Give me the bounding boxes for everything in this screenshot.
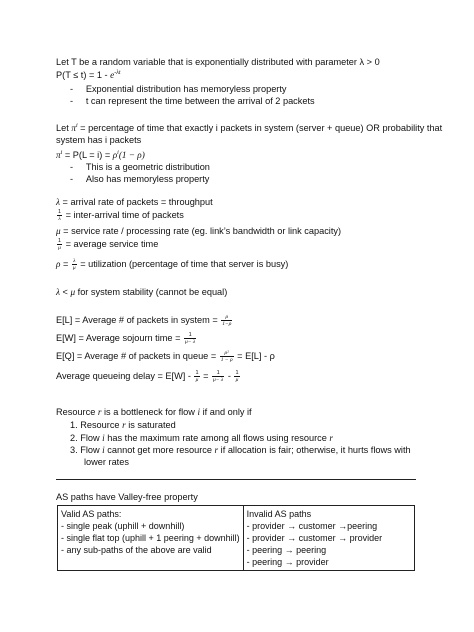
pi-index: i <box>60 149 63 156</box>
bn-item-text: if allocation is fair; otherwise, it hurts flows with <box>218 445 411 455</box>
metric-queue-delay <box>56 370 241 383</box>
frac-den: μ− λ <box>185 339 196 345</box>
as-paths-title: AS paths have Valley-free property <box>56 492 198 502</box>
frac-num: 1 <box>195 370 199 376</box>
exp-cdf-exp: -λt <box>114 69 121 76</box>
frac-num: 1 <box>184 332 196 339</box>
lt-sign: < <box>59 287 71 297</box>
bn-item3-cont: lower rates <box>84 457 129 467</box>
as-paths-table <box>57 505 415 571</box>
frac-den: μ <box>72 265 76 271</box>
def-service-text: = service rate / processing rate (eg. link’s bandwidth or link capacity) <box>60 226 342 236</box>
fraction <box>184 332 196 345</box>
queue-bullet-2: Also has memoryless property <box>85 174 210 184</box>
frac-den: μ− λ <box>213 377 224 383</box>
lambda-symbol: λ <box>56 197 60 207</box>
metric-ew-text: E[W] = Average sojourn time = <box>56 332 183 343</box>
exp-bullet-1: Exponential distribution has memoryless property <box>85 84 287 94</box>
bottleneck-def <box>56 407 252 418</box>
resource-var: r <box>122 420 126 430</box>
queue-formula-mid: = P(L = i) = <box>62 150 113 160</box>
frac-den: μ <box>195 377 199 383</box>
metric-eq-text: E[Q] = Average # of packets in queue = <box>56 350 219 361</box>
frac-den: 1 − ρ <box>220 357 233 363</box>
def-avg-text: = average service time <box>63 238 159 249</box>
rho-symbol: ρ <box>112 150 118 160</box>
pi-index: i <box>75 122 78 129</box>
mu-symbol: μ <box>70 287 76 297</box>
queue-def-line2: system has i packets <box>56 135 142 145</box>
valid-item: - single peak (uphill + downhill) <box>61 521 185 531</box>
frac-den: 1−ρ <box>222 321 232 327</box>
metric-aq-text: Average queueing delay = E[W] - <box>56 370 194 381</box>
list-item: - t can represent the time between the arrival of 2 packets <box>70 96 315 106</box>
resource-var: r <box>97 407 102 417</box>
bn-text: is a bottleneck for flow <box>101 407 198 417</box>
bn-item-text: cannot get more resource <box>104 445 215 455</box>
list-item: - This is a geometric distribution <box>70 162 210 172</box>
exp-intro: Let T be a random variable that is exponentially distributed with parameter λ > 0 <box>56 57 380 67</box>
frac-den: μ <box>58 245 61 251</box>
frac-num: ρ² <box>220 350 234 357</box>
frac-num: 1 <box>58 209 62 215</box>
exp-cdf <box>56 70 120 81</box>
pi-symbol: π <box>71 123 76 133</box>
metric-el-text: E[L] = Average # of packets in system = <box>56 314 221 325</box>
list-item <box>70 445 411 456</box>
fraction <box>220 350 234 363</box>
valid-item: - single flat top (uphill + 1 peering + downhill) <box>61 533 240 543</box>
bn-item-text: 2. Flow <box>70 433 103 443</box>
invalid-item: - provider → customer → provider <box>246 533 383 543</box>
bn-text: if and only if <box>200 407 252 417</box>
queue-formula-end: (1 − ρ) <box>118 150 145 160</box>
def-avg-service <box>56 238 158 251</box>
bn-text: Resource <box>56 407 98 417</box>
pi-symbol: π <box>56 150 61 160</box>
valid-paths-cell <box>58 506 244 571</box>
queue-bullet-1: This is a geometric distribution <box>85 162 210 172</box>
invalid-paths-cell <box>243 506 414 571</box>
resource-var: r <box>214 445 219 455</box>
list-item <box>70 433 333 444</box>
rho-symbol: ρ <box>56 258 61 269</box>
mu-symbol: μ <box>56 226 61 236</box>
metric-eq <box>56 350 275 363</box>
fraction <box>57 209 62 222</box>
def-arrival <box>56 197 213 208</box>
stability-text: for system stability (cannot be equal) <box>75 287 228 297</box>
bn-item-text: 3. Flow <box>70 445 103 455</box>
def-util-text: = utilization (percentage of time that server is busy) <box>77 258 289 269</box>
resource-var: r <box>329 433 333 443</box>
bn-item-text: 1. Resource <box>70 420 123 430</box>
fraction <box>72 258 77 271</box>
frac-den: μ <box>235 377 239 383</box>
invalid-item: - peering → peering <box>246 545 327 555</box>
def-interarrival <box>56 209 184 222</box>
flow-var: i <box>102 445 105 455</box>
exp-bullet-2: t can represent the time between the arrival of 2 packets <box>85 96 315 106</box>
flow-var: i <box>197 407 201 417</box>
metric-ew <box>56 332 197 345</box>
frac-num: 1 <box>235 370 239 376</box>
invalid-item: - provider → customer →peering <box>246 521 378 531</box>
equals: = <box>60 258 71 269</box>
fraction <box>57 238 62 251</box>
fraction <box>234 370 239 383</box>
frac-num: λ <box>73 258 76 264</box>
queue-formula <box>56 150 145 161</box>
def-service <box>56 226 341 237</box>
stability-condition <box>56 287 227 298</box>
frac-num: ρ <box>221 314 232 321</box>
horizontal-divider <box>56 479 416 480</box>
frac-num: 1 <box>212 370 224 377</box>
metric-eq-tail: = E[L] - ρ <box>234 350 275 361</box>
invalid-header: Invalid AS paths <box>246 509 312 519</box>
list-item: - Also has memoryless property <box>70 174 210 184</box>
queue-def-line1 <box>56 123 442 134</box>
exp-cdf-left: P(T ≤ t) = 1 - <box>56 70 111 80</box>
def-utilization <box>56 258 288 271</box>
bn-item-text: has the maximum rate among all flows using resource <box>104 433 330 443</box>
fraction <box>194 370 199 383</box>
queue-text: Let <box>56 123 72 133</box>
invalid-item: - peering → provider <box>246 557 329 567</box>
def-arrival-text: = arrival rate of packets = throughput <box>59 197 213 207</box>
bn-item-text: is saturated <box>125 420 176 430</box>
def-inter-text: = inter-arrival time of packets <box>63 209 184 220</box>
exp-cdf-e: e <box>110 70 115 80</box>
lambda-symbol: λ <box>56 287 60 297</box>
fraction <box>212 370 224 383</box>
rho-power: i <box>117 149 119 156</box>
list-item <box>70 420 176 431</box>
metric-el <box>56 314 233 327</box>
equals: = <box>200 370 212 381</box>
minus: - <box>225 370 234 381</box>
valid-item: - any sub-paths of the above are valid <box>61 545 212 555</box>
frac-num: 1 <box>58 238 62 244</box>
queue-text: = percentage of time that exactly i packets in system (server + queue) OR probability that <box>77 123 443 133</box>
fraction <box>221 314 232 327</box>
frac-den: λ <box>58 216 61 222</box>
list-item: - Exponential distribution has memoryless property <box>70 84 287 94</box>
flow-var: i <box>102 433 105 443</box>
valid-header: Valid AS paths: <box>61 509 122 519</box>
